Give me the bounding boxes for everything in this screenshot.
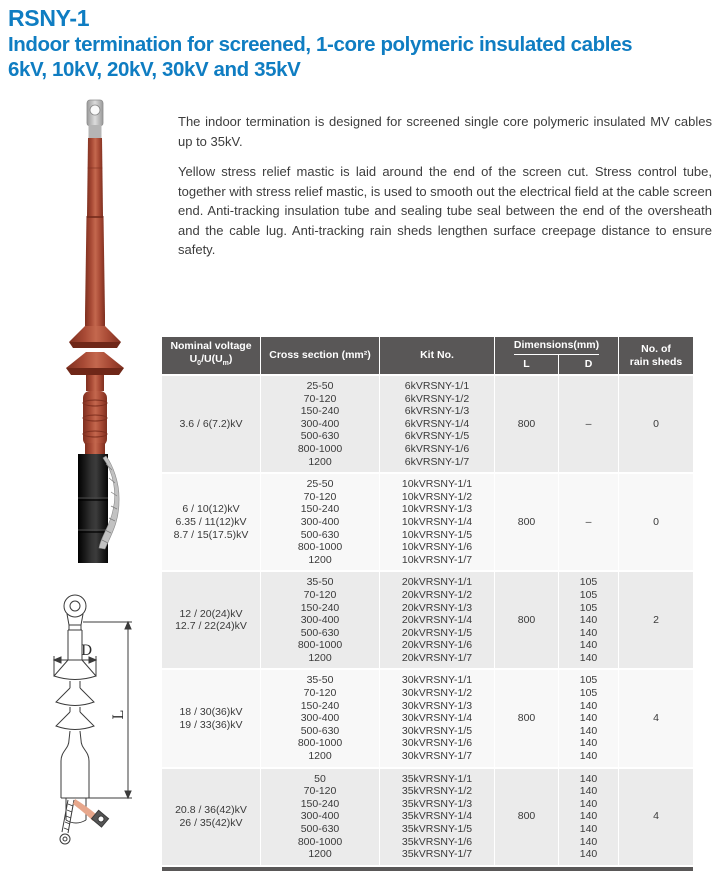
- value: 500-630: [300, 724, 340, 737]
- value: 800: [517, 712, 536, 725]
- value: 6kVRSNY-1/2: [404, 392, 470, 405]
- rain-shed-2: [66, 352, 124, 368]
- value: 800: [517, 614, 536, 627]
- value: 6.35 / 11(12)kV: [175, 515, 247, 528]
- table-block: [162, 670, 693, 766]
- value: 150-240: [300, 601, 340, 614]
- nominal-voltage-label: Nominal voltage: [170, 340, 252, 353]
- rain-sheds-cell: [619, 670, 693, 766]
- value: 150-240: [300, 797, 340, 810]
- col-header-nominal-voltage: [162, 337, 260, 374]
- kit-no-cell: [380, 670, 494, 766]
- diagram-l-label: L: [111, 710, 127, 720]
- value: 8.7 / 15(17.5)kV: [173, 528, 249, 541]
- value: 20kVRSNY-1/5: [401, 626, 473, 639]
- lug-barrel: [89, 125, 102, 138]
- voltage-cell: [162, 376, 260, 472]
- col-header-kit-no: Kit No.: [380, 337, 494, 374]
- value: 300-400: [300, 810, 340, 823]
- value: 500-630: [300, 823, 340, 835]
- value: 30kVRSNY-1/3: [401, 699, 473, 712]
- voltage-cell: [162, 474, 260, 570]
- dim-d-cell: [559, 572, 618, 668]
- value: 140: [579, 639, 598, 652]
- voltage-cell: [162, 769, 260, 865]
- value: 105: [579, 674, 598, 687]
- cross-section-cell: [261, 474, 379, 570]
- value: 35-50: [306, 674, 334, 687]
- value: 70-120: [303, 490, 337, 503]
- description: [178, 112, 712, 260]
- value: 10kVRSNY-1/1: [401, 478, 473, 491]
- kit-no-cell: [380, 474, 494, 570]
- value: 30kVRSNY-1/4: [401, 712, 473, 725]
- value: 20kVRSNY-1/3: [401, 601, 473, 614]
- col-header-dim-l: L: [495, 355, 558, 374]
- value: 10kVRSNY-1/3: [401, 503, 473, 516]
- table-bottom-rule: [162, 867, 693, 871]
- value: 6kVRSNY-1/7: [404, 455, 470, 468]
- voltage-symbol: $U_0/U(U_m)$: [189, 353, 233, 368]
- value: 300-400: [300, 614, 340, 627]
- value: 35kVRSNY-1/5: [401, 823, 473, 835]
- value: –: [585, 515, 592, 528]
- value: 19 / 33(36)kV: [179, 718, 243, 731]
- value: 26 / 35(42)kV: [179, 816, 243, 829]
- value: 1200: [308, 553, 332, 566]
- value: 50: [314, 772, 326, 785]
- value: 500-630: [300, 626, 340, 639]
- page-title: Indoor termination for screened, 1-core polymeric insulated cables: [8, 33, 633, 56]
- col-header-dim-d: D: [559, 355, 618, 374]
- value: 25-50: [306, 380, 334, 392]
- table-block: [162, 572, 693, 668]
- value: 2: [653, 614, 659, 627]
- value: 20.8 / 36(42)kV: [175, 804, 247, 817]
- rain-sheds-label-1: No. of: [641, 342, 671, 355]
- value: –: [585, 417, 592, 430]
- value: 30kVRSNY-1/1: [401, 674, 473, 687]
- dim-d-cell: [559, 474, 618, 570]
- kit-no-cell: [380, 376, 494, 472]
- value: 10kVRSNY-1/2: [401, 490, 473, 503]
- value: 140: [579, 651, 598, 664]
- value: 1200: [308, 848, 332, 861]
- dim-d-cell: [559, 769, 618, 865]
- value: 20kVRSNY-1/7: [401, 651, 473, 664]
- table-block: [162, 474, 693, 570]
- diagram-shed-3: [56, 712, 94, 730]
- value: 70-120: [303, 392, 337, 405]
- value: 140: [579, 835, 598, 848]
- value: 140: [579, 823, 598, 835]
- description-paragraph-1: The indoor termination is designed for screened single core polymeric insulated MV cables up to 35kV.: [178, 114, 712, 149]
- value: 1200: [308, 651, 332, 664]
- value: 20kVRSNY-1/2: [401, 588, 473, 601]
- dim-l-cell: [495, 670, 558, 766]
- product-name: RSNY-1: [8, 5, 90, 31]
- value: 30kVRSNY-1/6: [401, 737, 473, 750]
- value: 300-400: [300, 417, 340, 430]
- value: 70-120: [303, 588, 337, 601]
- value: 25-50: [306, 478, 334, 491]
- cross-section-cell: [261, 572, 379, 668]
- value: 35kVRSNY-1/1: [401, 772, 473, 785]
- value: 70-120: [303, 687, 337, 700]
- sealing-tube: [87, 138, 103, 216]
- insulation-tube: [85, 216, 105, 315]
- dim-l-cell: [495, 769, 558, 865]
- value: 500-630: [300, 430, 340, 443]
- rain-sheds-cell: [619, 474, 693, 570]
- dim-d-cell: [559, 376, 618, 472]
- value: 10kVRSNY-1/7: [401, 553, 473, 566]
- value: 800: [517, 810, 536, 823]
- value: 140: [579, 772, 598, 785]
- value: 18 / 30(36)kV: [179, 705, 243, 718]
- value: 500-630: [300, 528, 340, 541]
- dim-d-cell: [559, 670, 618, 766]
- value: 140: [579, 614, 598, 627]
- table-header: [162, 337, 693, 374]
- value: 4: [653, 712, 659, 725]
- dimensions-label: Dimensions(mm): [514, 337, 599, 355]
- value: 30kVRSNY-1/5: [401, 724, 473, 737]
- value: 12.7 / 22(24)kV: [175, 620, 247, 633]
- value: 140: [579, 848, 598, 861]
- dimension-diagram-image: [28, 592, 163, 854]
- diagram-earth-lug-left: [60, 834, 70, 844]
- dimension-diagram: [28, 592, 163, 854]
- cross-section-cell: [261, 376, 379, 472]
- value: 20kVRSNY-1/1: [401, 576, 473, 589]
- value: 30kVRSNY-1/2: [401, 687, 473, 700]
- dim-l-cell: [495, 474, 558, 570]
- col-header-rain-sheds: [619, 337, 693, 374]
- lug-hole: [90, 105, 100, 115]
- value: 0: [653, 515, 659, 528]
- value: 140: [579, 712, 598, 725]
- col-header-cross-section: Cross section (mm²): [261, 337, 379, 374]
- value: 12 / 20(24)kV: [179, 607, 243, 620]
- diagram-lug-ring: [64, 595, 86, 617]
- value: 800-1000: [297, 442, 343, 455]
- value: 6kVRSNY-1/1: [404, 380, 470, 392]
- value: 35kVRSNY-1/7: [401, 848, 473, 861]
- table-block: [162, 769, 693, 865]
- value: 10kVRSNY-1/6: [401, 541, 473, 554]
- diagram-d-label: D: [81, 643, 93, 659]
- product-photo: [40, 98, 150, 563]
- value: 140: [579, 699, 598, 712]
- value: 140: [579, 810, 598, 823]
- value: 140: [579, 737, 598, 750]
- value: 300-400: [300, 712, 340, 725]
- value: 35kVRSNY-1/6: [401, 835, 473, 848]
- cross-section-cell: [261, 769, 379, 865]
- value: 105: [579, 687, 598, 700]
- rain-sheds-cell: [619, 769, 693, 865]
- value: 140: [579, 785, 598, 798]
- value: 30kVRSNY-1/7: [401, 750, 473, 763]
- value: 800-1000: [297, 737, 343, 750]
- value: 105: [579, 576, 598, 589]
- page-subtitle: 6kV, 10kV, 20kV, 30kV and 35kV: [8, 58, 301, 81]
- value: 3.6 / 6(7.2)kV: [179, 417, 243, 430]
- dim-l-cell: [495, 376, 558, 472]
- rain-sheds-cell: [619, 376, 693, 472]
- rain-sheds-cell: [619, 572, 693, 668]
- value: 140: [579, 797, 598, 810]
- value: 6kVRSNY-1/3: [404, 405, 470, 418]
- diagram-shed-2: [56, 688, 94, 706]
- termination-photo-image: [40, 98, 150, 563]
- value: 150-240: [300, 503, 340, 516]
- value: 150-240: [300, 405, 340, 418]
- shed-collar: [85, 315, 105, 326]
- kit-no-cell: [380, 572, 494, 668]
- value: 140: [579, 626, 598, 639]
- value: 800-1000: [297, 639, 343, 652]
- description-paragraph-2: Yellow stress relief mastic is laid around the end of the screen cut. Stress control tube, together with stress relief mastic, is used to smooth out the electrical field at the cable screen end. Anti-tracking insulation tube and sealing tube seal between the end of the oversheath and the cable lug. Anti-tracking rain sheds lengthen surface creepage distance to ensure safety.: [178, 164, 712, 257]
- value: 4: [653, 810, 659, 823]
- value: 35-50: [306, 576, 334, 589]
- value: 140: [579, 750, 598, 763]
- value: 105: [579, 601, 598, 614]
- dim-l-cell: [495, 572, 558, 668]
- value: 150-240: [300, 699, 340, 712]
- value: 35kVRSNY-1/3: [401, 797, 473, 810]
- col-header-dimensions: [495, 337, 618, 374]
- value: 20kVRSNY-1/4: [401, 614, 473, 627]
- value: 0: [653, 417, 659, 430]
- value: 6kVRSNY-1/4: [404, 417, 470, 430]
- value: 300-400: [300, 515, 340, 528]
- value: 10kVRSNY-1/5: [401, 528, 473, 541]
- value: 1200: [308, 455, 332, 468]
- voltage-cell: [162, 670, 260, 766]
- table-block: [162, 376, 693, 472]
- value: 10kVRSNY-1/4: [401, 515, 473, 528]
- specification-table: [162, 337, 693, 871]
- rain-shed-1: [69, 326, 121, 342]
- value: 800: [517, 515, 536, 528]
- value: 6kVRSNY-1/6: [404, 442, 470, 455]
- stress-control-section: [83, 391, 107, 446]
- value: 800-1000: [297, 835, 343, 848]
- rain-sheds-label-2: rain sheds: [629, 355, 683, 368]
- value: 70-120: [303, 785, 337, 798]
- value: 35kVRSNY-1/2: [401, 785, 473, 798]
- kit-no-cell: [380, 769, 494, 865]
- value: 800-1000: [297, 541, 343, 554]
- table-body: [162, 374, 693, 865]
- value: 1200: [308, 750, 332, 763]
- voltage-cell: [162, 572, 260, 668]
- value: 6kVRSNY-1/5: [404, 430, 470, 443]
- value: 6 / 10(12)kV: [182, 503, 240, 516]
- cross-section-cell: [261, 670, 379, 766]
- value: 105: [579, 588, 598, 601]
- value: 140: [579, 724, 598, 737]
- page-header: [8, 5, 714, 82]
- value: 35kVRSNY-1/4: [401, 810, 473, 823]
- value: 20kVRSNY-1/6: [401, 639, 473, 652]
- value: 800: [517, 417, 536, 430]
